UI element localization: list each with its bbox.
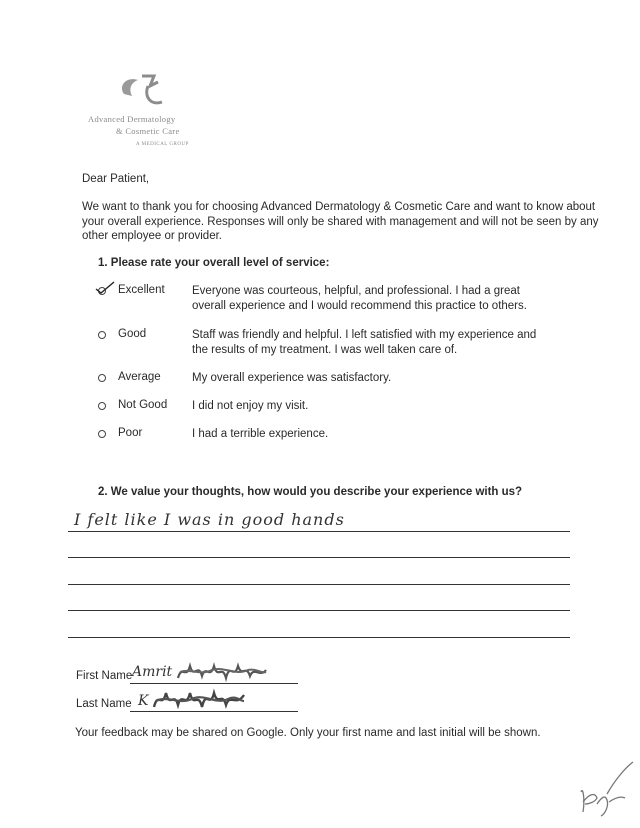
option-not-good[interactable] [98,399,558,429]
logo-mark-icon [114,72,174,112]
handwritten-answer: I felt like I was in good hands [74,510,345,529]
option-label: Excellent [118,284,165,296]
answer-line-2[interactable] [68,557,570,558]
intro-line: other employee or provider. [82,230,222,242]
radio-poor[interactable] [98,430,106,438]
option-description-line: I had a terrible experience. [192,428,329,440]
radio-average[interactable] [98,374,106,382]
logo-line-2: & Cosmetic Care [116,126,180,136]
option-description-line: I did not enjoy my visit. [192,400,309,412]
practice-logo [84,72,214,154]
option-description [192,284,527,314]
radio-good[interactable] [98,331,106,339]
option-description [192,399,522,414]
intro-line: We want to thank you for choosing Advanced Dermatology & Cosmetic Care and want to know about [82,201,596,213]
last-name-value: K [138,693,149,709]
question-2-title: 2. We value your thoughts, how would you describe your experience with us? [98,486,523,498]
logo-line-3: A MEDICAL GROUP [136,142,189,147]
option-description-line: Staff was friendly and helpful. I left satisfied with my experience and [192,329,537,341]
option-label: Average [118,371,161,383]
redaction-scribble [176,660,268,684]
greeting: Dear Patient, [82,173,150,185]
radio-not-good[interactable] [98,402,106,410]
footer-note: Your feedback may be shared on Google. Only your first name and last initial will be shown. [75,727,541,739]
logo-line-1: Advanced Dermatology [88,114,176,124]
option-excellent[interactable] [98,284,558,314]
checkmark-icon [94,280,116,296]
answer-line-3[interactable] [68,584,570,585]
option-description [192,371,522,386]
option-label: Poor [118,427,143,439]
answer-line-1[interactable] [68,531,570,532]
first-name-label: First Name [76,670,133,682]
option-average[interactable] [98,371,558,401]
intro-paragraph [82,200,599,244]
option-label: Not Good [118,399,168,411]
option-description [192,427,522,442]
intro-line: your overall experience. Responses will only be shared with management and will not be seen by any [82,215,599,228]
option-description-line: overall experience and I would recommend this practice to others. [192,300,527,312]
redaction-scribble [152,687,246,713]
option-poor[interactable] [98,427,558,457]
option-description-line: the results of my treatment. I was well taken care of. [192,344,458,356]
last-name-label: Last Name [76,698,132,710]
option-good[interactable] [98,328,558,358]
question-1-title: 1. Please rate your overall level of service: [98,257,330,269]
handwritten-initials-icon [575,758,637,820]
first-name-value: Amrit [132,664,173,680]
answer-line-4[interactable] [68,610,570,611]
option-description [192,328,537,358]
option-description-line: Everyone was courteous, helpful, and professional. I had a great [192,285,520,297]
option-label: Good [118,328,147,340]
answer-line-5[interactable] [68,637,570,638]
option-description-line: My overall experience was satisfactory. [192,372,392,384]
